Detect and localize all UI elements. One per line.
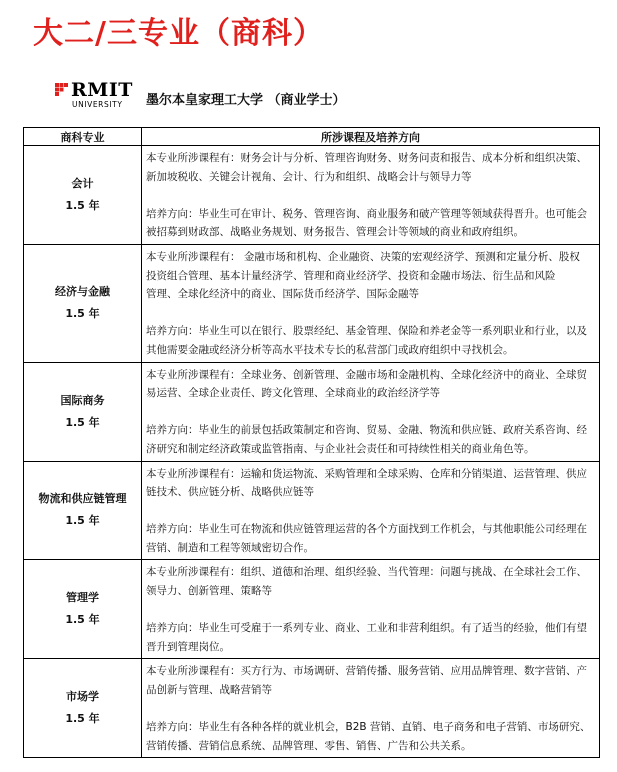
table-body [24,146,600,758]
logo-subtitle: UNIVERSITY [72,100,123,109]
courses-line: 本专业所涉课程有：运输和货运物流、采购管理和全球采购、仓库和分销渠道、运营管理、供应 [146,467,587,480]
courses-line: 本专业所涉课程有：买方行为、市场调研、营销传播、服务营销、应用品牌管理、数字营销、产 [146,665,587,678]
major-cell [24,362,142,461]
major-name: 国际商务 [60,393,105,407]
major-cell [24,659,142,758]
courses-line: 本专业所涉课程有：全球业务、创新管理、金融市场和金融机构、全球化经济中的商业、全球贸 [146,368,587,381]
detail-cell [142,461,600,560]
table-row [24,659,600,758]
paragraph-gap [146,403,594,422]
courses-line: 投资组合管理、基本计量经济学、管理和商业经济学、投资和金融市场法、衍生品和风险 [146,269,556,282]
detail-cell [142,659,600,758]
courses-line: 链技术、供应链分析、战略供应链等 [146,486,314,499]
major-cell [24,461,142,560]
direction-line: 晋升到管理岗位。 [146,640,230,653]
major-name: 物流和供应链管理 [38,492,127,506]
paragraph-gap [146,601,594,620]
detail-cell [142,362,600,461]
major-name: 管理学 [66,591,99,605]
direction-line: 济研究和制定经济政策或监管指南、与企业社会责任和可持续性相关的商业角色等。 [146,442,535,455]
detail-cell [142,146,600,245]
direction-line: 培养方向：毕业生可受雇于一系列专业、商业、工业和非营利组织。有了适当的经验，他们有望 [146,622,587,635]
major-cell [24,244,142,362]
table-row [24,461,600,560]
direction-line: 培养方向：毕业生可以在银行、股票经纪、基金管理、保险和养老金等一系列职业和行业，以及 [146,325,587,338]
direction-line: 被招募到财政部、战略业务规划、财务报告、管理会计等领域的商业和政府组织。 [146,226,524,239]
direction-line: 培养方向：毕业生的前景包括政策制定和咨询、贸易、金融、物流和供应链、政府关系咨询、经 [146,424,587,437]
courses-line: 易运营、全球企业责任、跨文化管理、全球商业的政治经济学等 [146,387,440,400]
courses-line: 管理、全球化经济中的商业、国际货币经济学、国际金融等 [146,288,419,301]
major-duration: 1.5 年 [65,514,100,528]
major-table [23,127,600,758]
major-duration: 1.5 年 [65,712,100,726]
rmit-logo [55,80,135,108]
table-row [24,146,600,245]
courses-line: 本专业所涉课程有：财务会计与分析、管理咨询财务、财务问责和报告、成本分析和组织决策、 [146,152,587,164]
detail-cell [142,244,600,362]
courses-line: 本专业所涉课程有：组织、道德和治理、组织经验、当代管理：问题与挑战、在全球社会工作、 [146,566,587,579]
direction-line: 培养方向：毕业生有各种各样的就业机会，B2B 营销、直销、电子商务和电子营销、市场研究、 [146,721,591,734]
major-cell [24,146,142,245]
paragraph-gap [146,502,594,521]
direction-line: 培养方向：毕业生可在审计、税务、管理咨询、商业服务和破产管理等领域获得晋升。也可能会 [146,207,587,220]
major-duration: 1.5 年 [65,307,100,321]
direction-line: 其他需要金融或经济分析等高水平技术专长的私营部门或政府组织中寻找机会。 [146,343,514,356]
major-name: 会计 [71,176,94,190]
logo-wordmark: RMIT [71,79,133,101]
major-duration: 1.5 年 [65,198,100,212]
detail-cell [142,560,600,659]
school-name: 墨尔本皇家理工大学 （商业学士） [146,93,346,108]
major-name: 经济与金融 [55,285,110,299]
direction-line: 营销、制造和工程等领域密切合作。 [146,541,314,554]
header-major: 商科专业 [24,128,142,146]
table-row [24,560,600,659]
table-row [24,362,600,461]
table-row [24,244,600,362]
major-duration: 1.5 年 [65,415,100,429]
paragraph-gap [146,304,594,323]
major-cell [24,560,142,659]
direction-line: 培养方向：毕业生可在物流和供应链管理运营的各个方面找到工作机会，与其他职能公司经理在 [146,523,587,536]
courses-line: 品创新与管理、战略营销等 [146,684,272,697]
courses-line: 本专业所涉课程有： 金融市场和机构、企业融资、决策的宏观经济学、预测和定量分析、股权 [146,250,580,263]
page-title: 大二/三专业（商科） [33,16,324,51]
courses-line: 领导力、创新管理、策略等 [146,585,272,598]
major-name: 市场学 [66,690,99,704]
paragraph-gap [146,700,594,719]
major-duration: 1.5 年 [65,613,100,627]
rmit-pixel-mark-icon [55,83,68,96]
header-courses: 所涉课程及培养方向 [142,128,600,146]
paragraph-gap [146,186,594,205]
direction-line: 营销传播、营销信息系统、品牌管理、零售、销售、广告和公共关系。 [146,739,472,752]
table-header-row [24,128,600,146]
courses-line: 新加坡税收、关键会计视角、会计、行为和组织、战略会计与领导力等 [146,170,472,183]
